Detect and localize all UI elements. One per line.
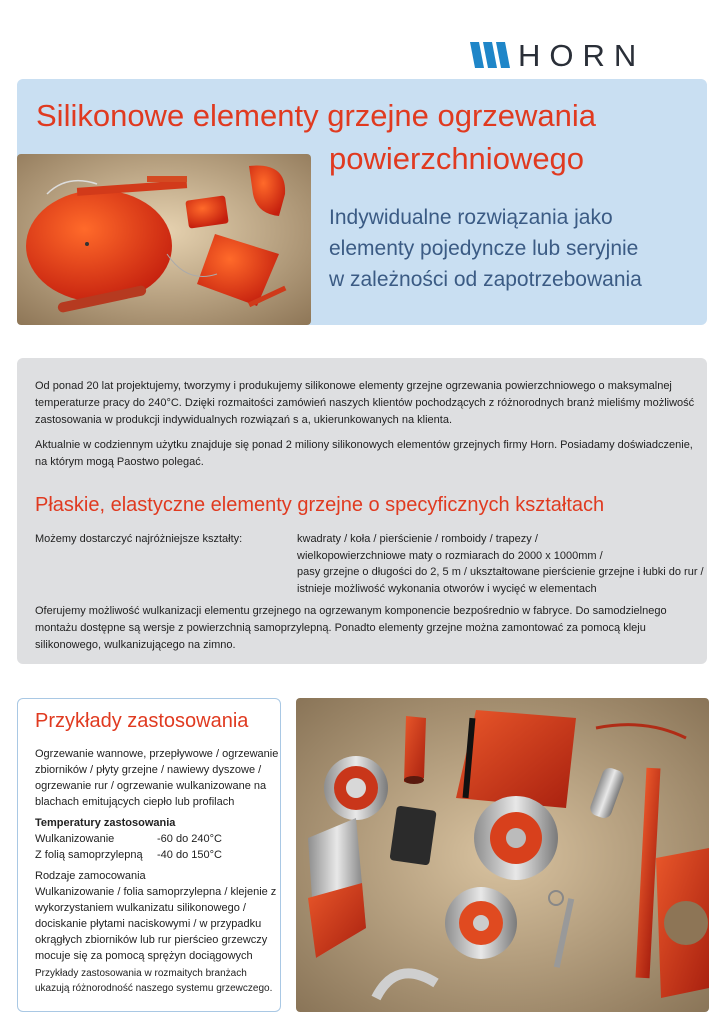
applications-photo-image [296, 698, 709, 1012]
temperatures-block [35, 815, 222, 863]
mounting-block [35, 868, 280, 964]
intro-paragraph: Aktualnie w codziennym użytku znajduje się ponad 2 miliony silikonowych elementów grzejnych firmy Horn. Posiadamy doświadczenie, na którym mogą Paostwo polegać. [35, 439, 693, 468]
page-title-line2: powierzchniowego [329, 141, 585, 176]
section-heading: Płaskie, elastyczne elementy grzejne o specyficznych kształtach [35, 494, 605, 516]
shapes-list [297, 531, 704, 597]
examples-footer: Przykłady zastosowania w rozmaitych branżach ukazują różnorodność naszego systemu grzewczego. [35, 968, 273, 994]
heating-elements-photo-image [17, 154, 311, 325]
mounting-text: Wulkanizowanie / folia samoprzylepna / klejenie z wykorzystaniem wulkanizatu silikonowego / dociskanie płytami naciskowymi / w przypadku okrągłych zbiorników lub rur pierścieo grzewczy mocuje się za pomocą sprężyn dociągowych [35, 886, 277, 962]
temperature-row [35, 831, 222, 847]
shapes-label: Możemy dostarczyć najróżniejsze kształty: [35, 533, 243, 545]
examples-title: Przykłady zastosowania [35, 710, 249, 732]
brand-logo [470, 38, 680, 74]
vulcanization-paragraph: Oferujemy możliwość wulkanizacji elementu grzejnego na ogrzewanym komponencie bezpośrednio w fabryce. Do samodzielnego montażu dostępne są wersje z powierzchnią samoprzylepną. Ponadto elementy grzejne można zamontować za pomocą kleju silikonowego, wulkanizującego na zimno. [35, 605, 667, 651]
shapes-list-item: pasy grzejne o długości do 2, 5 m / ukształtowane pierścienie grzejne i łubki do rur / [297, 566, 704, 578]
horn-logo-mark-icon [470, 42, 512, 68]
temperature-row [35, 847, 222, 863]
page-title-line1: Silikonowe elementy grzejne ogrzewania [36, 98, 597, 133]
hero-subtitle-line: elementy pojedyncze lub seryjnie [329, 237, 639, 260]
brand-name: HORN [518, 38, 646, 73]
temperature-label: Wulkanizowanie [35, 833, 115, 845]
examples-text: Ogrzewanie wannowe, przepływowe / ogrzewanie zbiorników / płyty grzejne / nawiewy dyszowe / ogrzewanie rur / ogrzewanie wulkanizowane na blachach emitujących ciepło lub profilach [35, 748, 279, 808]
hero-subtitle [329, 202, 699, 295]
intro-paragraph: Od ponad 20 lat projektujemy, tworzymy i produkujemy silikonowe elementy grzejne ogrzewania powierzchniowego o maksymalnej temperaturze pracy do 240°C. Dzięki rozmaitości zamówień naszych klientów pochodzących z różnorodnych branż mieliśmy możliwość zastosowania w produkcji indywidualnych rozwiązań s a, ukierunkowanych na klienta. [35, 380, 695, 426]
mounting-heading: Rodzaje zamocowania [35, 870, 146, 882]
temperature-value: -40 do 150°C [157, 849, 222, 861]
applications-photo [296, 698, 709, 1012]
temperatures-heading: Temperatury zastosowania [35, 817, 176, 829]
heating-elements-photo [17, 154, 311, 325]
shapes-list-item: istnieje możliwość wykonania otworów i wycięć w elementach [297, 582, 597, 595]
temperature-label: Z folią samoprzylepną [35, 849, 143, 861]
temperature-value: -60 do 240°C [157, 833, 222, 845]
shapes-list-item: kwadraty / koła / pierścienie / romboidy / trapezy / [297, 533, 538, 545]
shapes-list-item: wielkopowierzchniowe maty o rozmiarach do 2000 x 1000mm / [297, 549, 603, 562]
hero-subtitle-line: Indywidualne rozwiązania jako [329, 206, 613, 229]
hero-subtitle-line: w zależności od zapotrzebowania [329, 268, 642, 291]
